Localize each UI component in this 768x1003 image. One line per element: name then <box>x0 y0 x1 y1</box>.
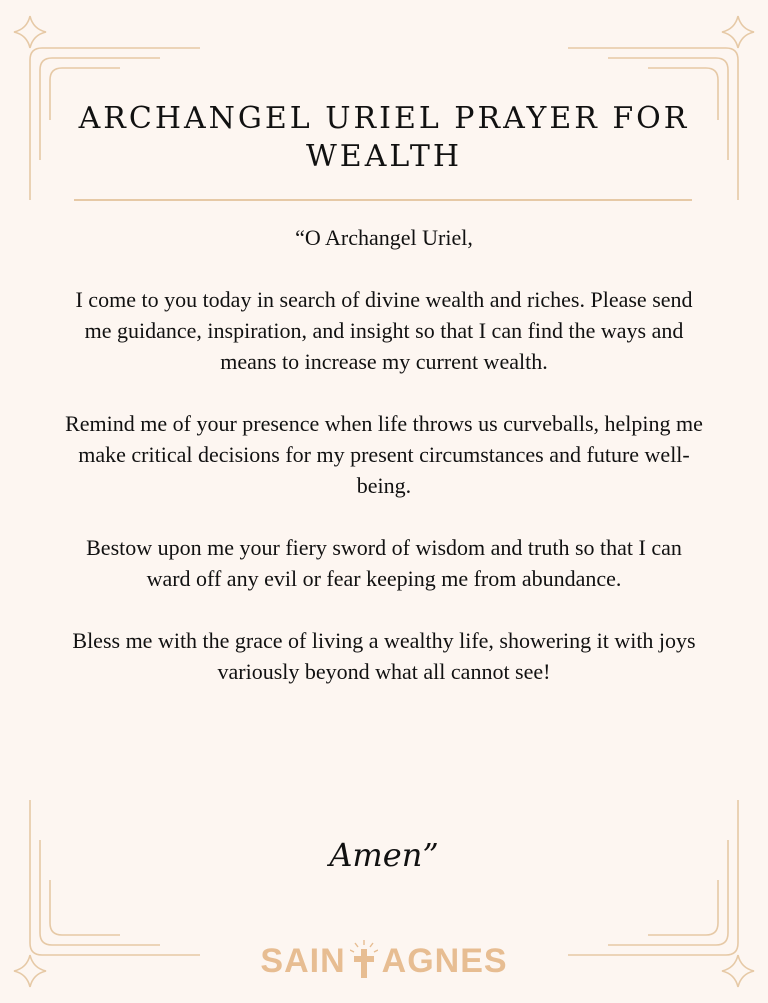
prayer-body <box>62 222 706 718</box>
logo-text-left: SAIN <box>260 942 346 980</box>
prayer-paragraph: Bless me with the grace of living a wealthy life, showering it with joys variously beyond what all cannot see! <box>72 628 696 684</box>
prayer-paragraph: Bestow upon me your fiery sword of wisdom and truth so that I can ward off any evil or fear keeping me from abundance. <box>86 535 682 591</box>
prayer-closing: Amen” <box>329 836 439 874</box>
title-divider <box>74 199 692 201</box>
star-top-right <box>722 16 754 48</box>
cross-icon <box>350 940 378 987</box>
logo-text-right: AGNES <box>381 942 508 980</box>
prayer-paragraph: I come to you today in search of divine wealth and riches. Please send me guidance, inspiration, and insight so that I can find the ways and means to increase my current wealth. <box>75 287 693 374</box>
prayer-paragraph: Remind me of your presence when life throws us curveballs, helping me make critical decisions for my present circumstances and future well-being. <box>65 411 703 498</box>
saint-agnes-logo[interactable] <box>0 940 768 987</box>
page-title: ARCHANGEL URIEL PRAYER FOR WEALTH <box>78 101 690 174</box>
prayer-paragraph: “O Archangel Uriel, <box>295 225 473 250</box>
star-top-left <box>14 16 46 48</box>
